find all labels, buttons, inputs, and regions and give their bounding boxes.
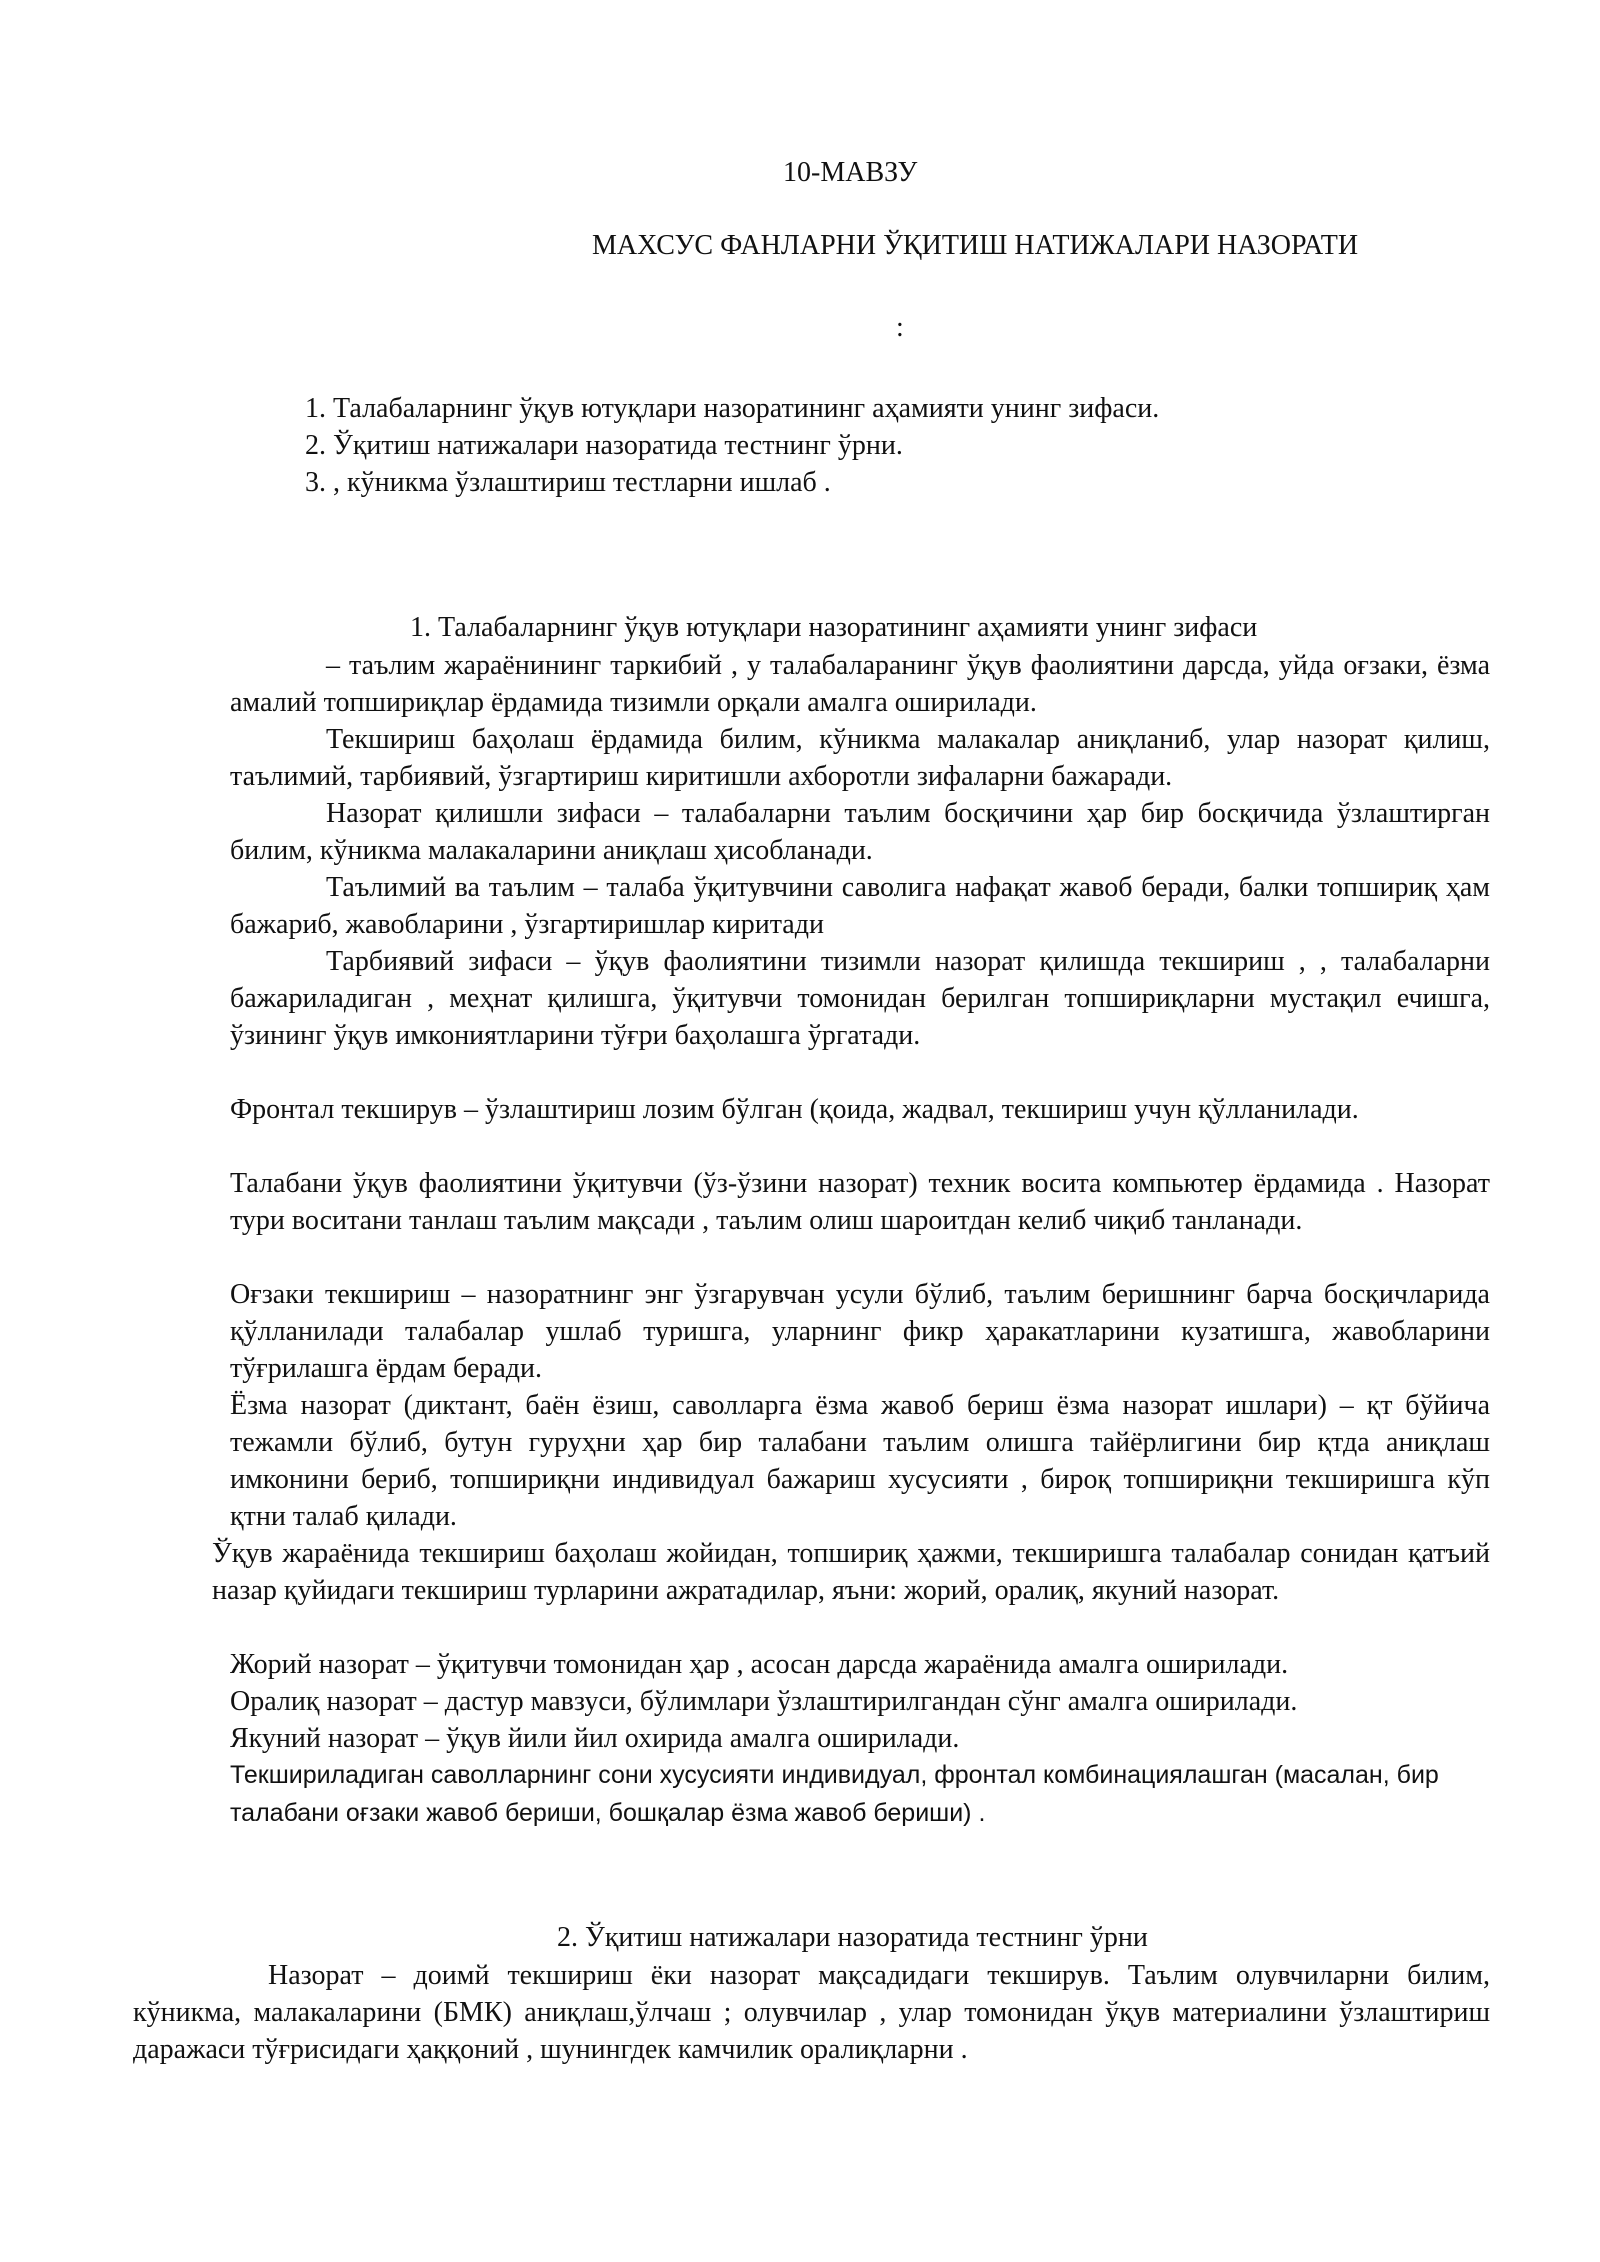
colon-mark: : [896,312,904,343]
s1-paragraph-9: Ёзма назорат (диктант, баён ёзиш, саволларга ёзма жавоб бериш ёзма назорат ишлари) – қт бўйича тежамли бўлиб, бутун гуруҳни ҳар бир талабани таълим олишга тайёрлигини бир қтда аниқлаш имконини бериб, топшириқни индивидуал бажариш хусусияти , бироқ топшириқни текширишга кўп қтни талаб қилади. [230,1390,1490,1532]
topic-number: 10-МАВЗУ [783,157,918,188]
s1-paragraph-7: Талабани ўқув фаолиятини ўқитувчи (ўз-ўзини назорат) техник восита компьютер ёрдамида . Назорат тури воситани танлаш таълим мақсади , таълим олиш шароитдан келиб чиқиб танланади. [230,1168,1490,1236]
plan-item-3: 3. , кўникма ўзлаштириш тестларни ишлаб . [305,467,831,498]
s1-paragraph-5: Тарбиявий зифаси – ўқув фаолиятини тизимли назорат қилишда текшириш , , талабаларни бажариладиган , меҳнат қилишга, ўқитувчи томонидан берилган топшириқларни мустақил ечишга, ўзининг ўқув имкониятларини тўғри баҳолашга ўргатади. [230,946,1490,1051]
s1-paragraph-13: Якуний назорат – ўқув йили йил охирида амалга оширилади. [230,1723,960,1754]
plan-item-2: 2. Ўқитиш натижалари назоратида тестнинг ўрни. [305,430,903,461]
s1-paragraph-10: Ўқув жараёнида текшириш баҳолаш жойидан, топшириқ ҳажми, текширишга талабалар сонидан қатъий назар қуйидаги текшириш турларини ажратадилар, яъни: жорий, оралиқ, якуний назорат. [212,1538,1490,1606]
s1-paragraph-4: Таълимий ва таълим – талаба ўқитувчини саволига нафақат жавоб беради, балки топшириқ ҳам бажариб, жавобларини , ўзгартиришлар киритади [230,872,1490,940]
s1-paragraph-6: Фронтал текширув – ўзлаштириш лозим бўлган (қоида, жадвал, текшириш учун қўлланилади. [230,1094,1359,1125]
s1-paragraph-2: Текшириш баҳолаш ёрдамида билим, кўникма малакалар аниқланиб, улар назорат қилиш, таълимий, тарбиявий, ўзгартириш киритишли ахборотли зифаларни бажаради. [230,724,1490,792]
s1-paragraph-11: Жорий назорат – ўқитувчи томонидан ҳар , асосан дарсда жараёнида амалга оширилади. [230,1649,1289,1680]
section1-heading: 1. Талабаларнинг ўқув ютуқлари назоратининг аҳамияти унинг зифаси [410,612,1258,643]
s1-paragraph-14: Текшириладиган саволларнинг сони хусусияти индивидуал, фронтал комбинациялашган (масалан, бир талабани оғзаки жавоб бериши, бошқалар ёзма жавоб бериши) . [230,1761,1439,1827]
section2-heading: 2. Ўқитиш натижалари назоратида тестнинг ўрни [557,1922,1148,1953]
topic-title: МАХСУС ФАНЛАРНИ ЎҚИТИШ НАТИЖАЛАРИ НАЗОРАТИ [592,230,1359,261]
s2-paragraph-1: Назорат – доимй текшириш ёки назорат мақсадидаги текширув. Таълим олувчиларни билим, кўникма, малакаларини (БМК) аниқлаш,ўлчаш ; олувчилар , улар томонидан ўқув материалини ўзлаштириш даражаси тўғрисидаги ҳаққоний , шунингдек камчилик оралиқларни . [133,1960,1490,2065]
s1-paragraph-3: Назорат қилишли зифаси – талабаларни таълим босқичини ҳар бир босқичида ўзлаштирган билим, кўникма малакаларини аниқлаш ҳисобланади. [230,798,1490,866]
s1-paragraph-12: Оралиқ назорат – дастур мавзуси, бўлимлари ўзлаштирилгандан сўнг амалга оширилади. [230,1686,1298,1717]
plan-item-1: 1. Талабаларнинг ўқув ютуқлари назоратининг аҳамияти унинг зифаси. [305,393,1160,424]
s1-paragraph-8: Оғзаки текшириш – назоратнинг энг ўзгарувчан усули бўлиб, таълим беришнинг барча босқичларида қўлланилади талабалар ушлаб туришга, уларнинг фикр ҳаракатларини кузатишга, жавобларини тўғрилашга ёрдам беради. [230,1279,1490,1384]
s1-paragraph-1: – таълим жараёнининг таркибий , у талабаларанинг ўқув фаолиятини дарсда, уйда оғзаки, ёзма амалий топшириқлар ёрдамида тизимли орқали амалга оширилади. [230,650,1490,718]
